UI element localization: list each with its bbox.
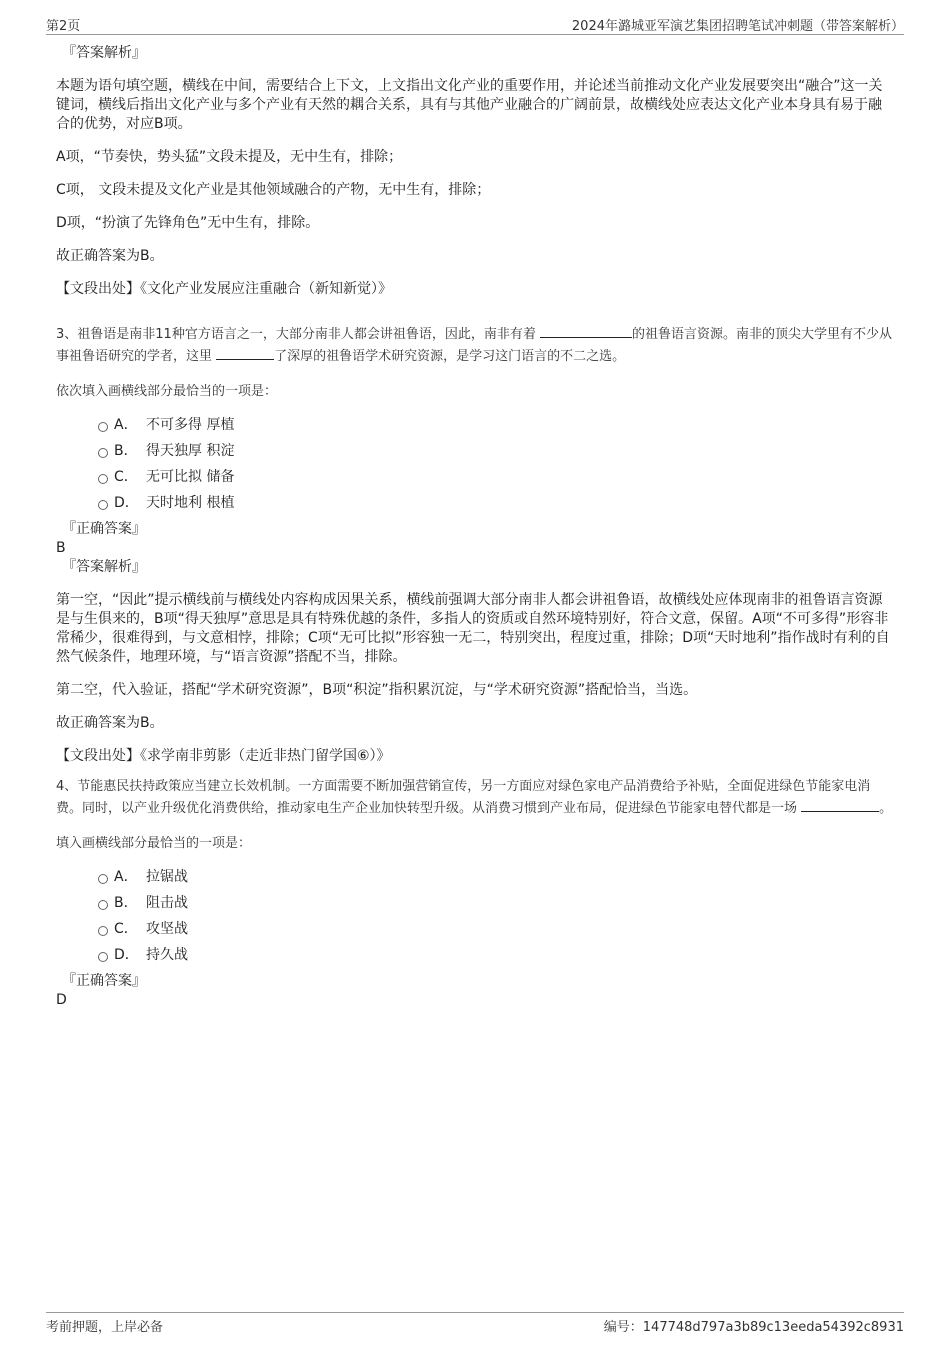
footer-slogan: 考前押题，上岸必备 (46, 1320, 164, 1335)
q3-option-b[interactable]: B． 得天独厚 积淀 (56, 438, 894, 464)
q4-answer-label: 『正确答案』 (62, 973, 146, 989)
q4-blank[interactable] (801, 797, 879, 812)
q4-option-c[interactable]: C． 攻坚战 (56, 916, 894, 942)
q2-option-c-note: C项， 文段未提及文化产业是其他领域融合的产物，无中生有，排除； (56, 182, 491, 198)
page-number: 第2页 (46, 19, 81, 34)
q4-option-a[interactable]: A． 拉锯战 (56, 864, 894, 890)
q3-option-a[interactable]: A． 不可多得 厚植 (56, 412, 894, 438)
q3-analysis-1: 第一空，“因此”提示横线前与横线处内容构成因果关系，横线前强调大部分南非人都会讲祖鲁语，故横线处应体现南非的祖鲁语言资源是与生俱来的，B项“得天独厚”意思是具有特殊优越的条件，多指人的资质或自然环境特别好，符合文意，保留。A项“不可多得”形容非常稀少，很难得到，与文意相悖，排除；C项“无可比拟”形容独一无二，特别突出，程度过重，排除；D项“天时地利”指作战时有利的自然气候条件，地理环境，与“语言资源”搭配不当，排除。 (56, 592, 890, 665)
page-content (56, 44, 894, 1010)
q3-stem: 3、祖鲁语是南非11种官方语言之一，大部分南非人都会讲祖鲁语，因此，南非有着 的祖鲁语言资源。南非的顶尖大学里有不少从事祖鲁语研究的学者，这里 了深厚的祖鲁语学术研究资源，是学习这门语言的不二之选。 (56, 323, 894, 367)
q3-prompt: 依次填入画横线部分最恰当的一项是： (56, 384, 278, 399)
q3-source: 【文段出处】《求学南非剪影（走近非热门留学国⑥）》 (56, 748, 391, 764)
q3-option-d[interactable]: D． 天时地利 根植 (56, 490, 894, 516)
q3-answer-label: 『正确答案』 (62, 521, 146, 537)
q2-analysis: 本题为语句填空题，横线在中间，需要结合上下文，上文指出文化产业的重要作用，并论述当前推动文化产业发展要突出“融合”这一关键词，横线后指出文化产业与多个产业有天然的耦合关系，具有与其他产业融合的广阔前景，故横线处应表达文化产业本身具有易于融合的优势，对应B项。 (56, 78, 883, 132)
document-code: 编号：147748d797a3b89c13eeda54392c8931 (603, 1320, 904, 1335)
page-header (46, 12, 904, 35)
q4-options (56, 864, 894, 968)
radio-icon[interactable] (98, 500, 108, 510)
radio-icon[interactable] (98, 874, 108, 884)
radio-icon[interactable] (98, 474, 108, 484)
q2-analysis-label: 『答案解析』 (62, 45, 146, 61)
q4-prompt: 填入画横线部分最恰当的一项是： (56, 836, 252, 851)
q3-analysis-label: 『答案解析』 (62, 559, 146, 575)
document-title: 2024年潞城亚军演艺集团招聘笔试冲刺题（带答案解析） (571, 19, 904, 34)
q3-option-c[interactable]: C． 无可比拟 储备 (56, 464, 894, 490)
q3-blank-2[interactable] (216, 345, 274, 360)
q3-options (56, 412, 894, 516)
q3-answer: B (56, 540, 66, 556)
radio-icon[interactable] (98, 448, 108, 458)
q4-option-d[interactable]: D． 持久战 (56, 942, 894, 968)
radio-icon[interactable] (98, 422, 108, 432)
radio-icon[interactable] (98, 952, 108, 962)
q4-stem: 4、节能惠民扶持政策应当建立长效机制。一方面需要不断加强营销宣传，另一方面应对绿色家电产品消费给予补贴，全面促进绿色节能家电消费。同时，以产业升级优化消费供给，推动家电生产企业加快转型升级。从消费习惯到产业布局，促进绿色节能家电替代都是一场 。 (56, 779, 893, 816)
radio-icon[interactable] (98, 900, 108, 910)
q3-blank-1[interactable] (540, 323, 632, 338)
q2-source: 【文段出处】《文化产业发展应注重融合（新知新觉）》 (56, 281, 392, 297)
page-footer (46, 1312, 904, 1337)
q2-option-a-note: A项，“节奏快，势头猛”文段未提及，无中生有，排除； (56, 149, 403, 165)
q2-conclusion: 故正确答案为B。 (56, 248, 164, 264)
q3-analysis-2: 第二空，代入验证，搭配“学术研究资源”，B项“积淀”指积累沉淀，与“学术研究资源”搭配恰当，当选。 (56, 682, 698, 698)
q4-option-b[interactable]: B． 阻击战 (56, 890, 894, 916)
radio-icon[interactable] (98, 926, 108, 936)
q3-conclusion: 故正确答案为B。 (56, 715, 164, 731)
q2-option-d-note: D项，“扮演了先锋角色”无中生有，排除。 (56, 215, 320, 231)
q4-answer: D (56, 992, 67, 1008)
